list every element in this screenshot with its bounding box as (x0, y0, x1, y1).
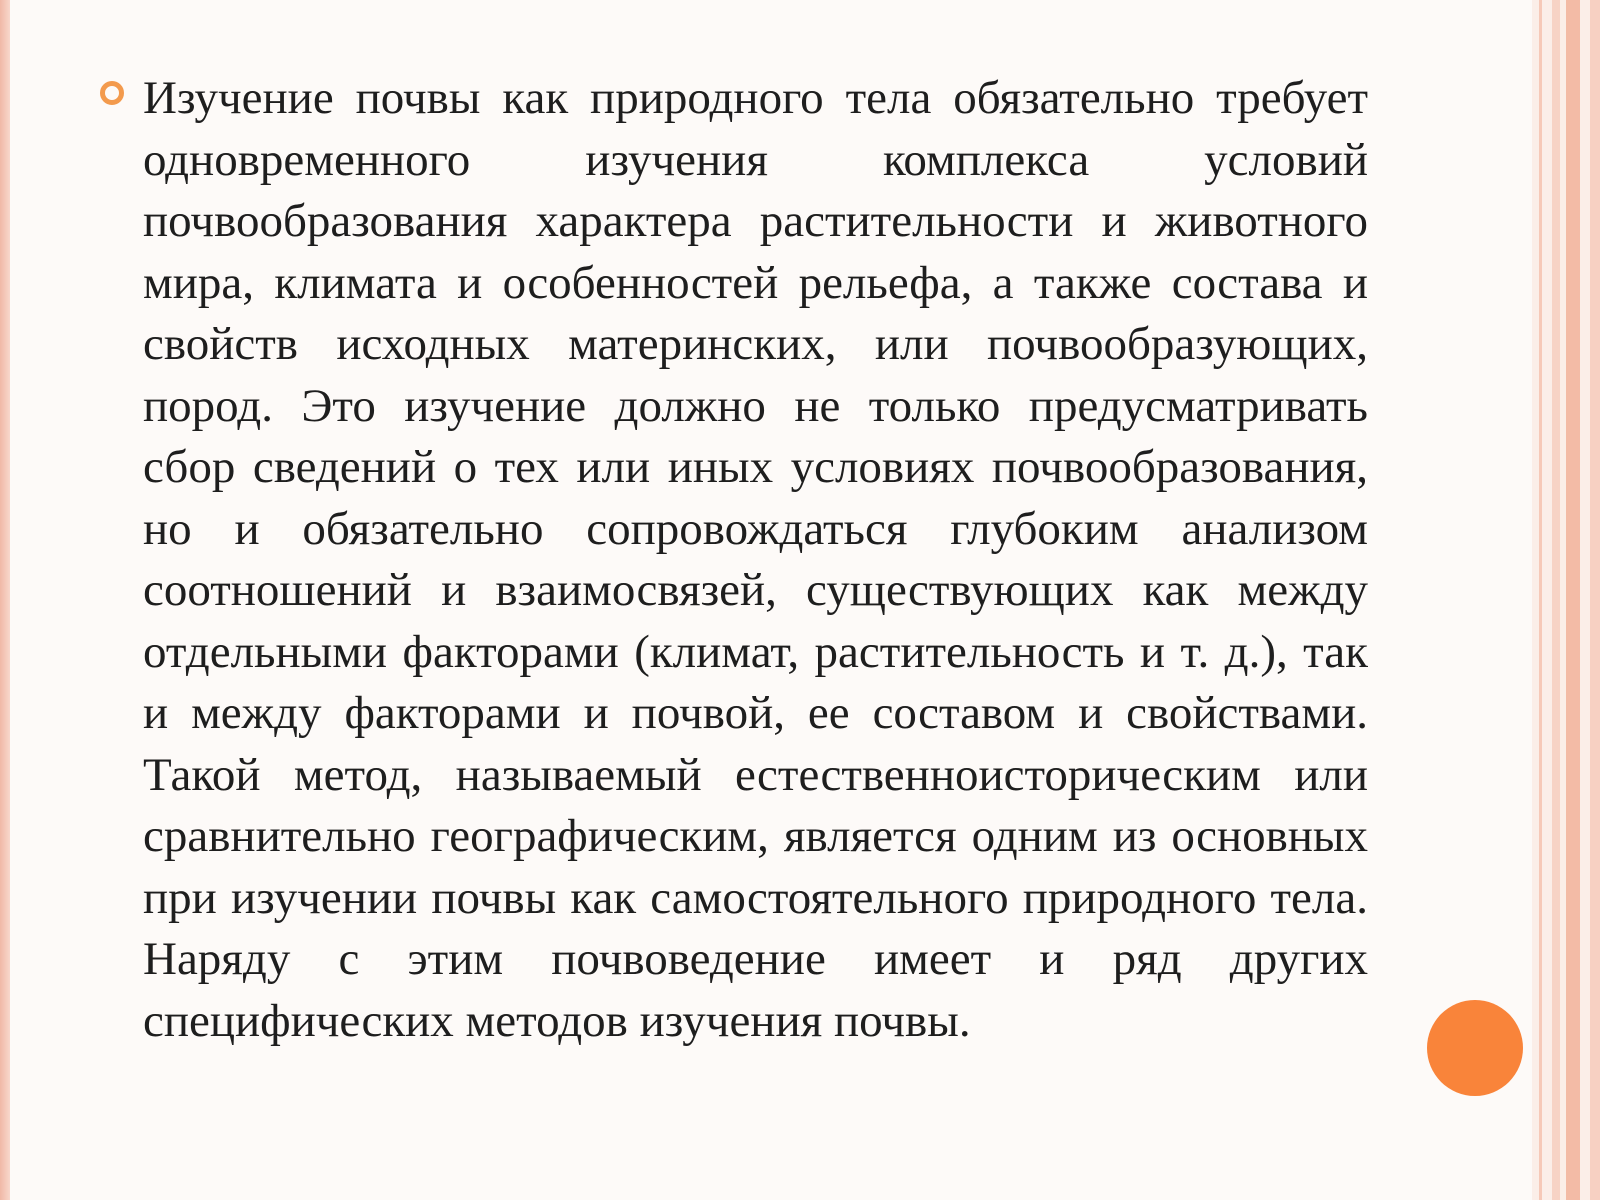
right-border-stripe (1552, 0, 1560, 1200)
slide-body-text: Изучение почвы как природного тела обязательно требует одновременного изучения комплекса условий почвообразования характера растительности и животного мира, климата и особенностей рельефа, а также состава и свойств исходных материнских, или почвообразующих, пород. Это изучение должно не только предусматривать сбор сведений о тех или иных условиях почвообразования, но и обязательно сопровождаться глубоким анализом соотношений и взаимосвязей, существующих как между отдельными факторами (климат, растительность и т. д.), так и между факторами и почвой, ее составом и свойствами. Такой метод, называемый естественноисторическим или сравнительно географическим, является одним из основных при изучении почвы как самостоятельного природного тела. Наряду с этим почвоведение имеет и ряд других специфических методов изучения почвы. (143, 72, 1368, 1047)
right-border-stripe (1539, 0, 1542, 1200)
left-border (0, 0, 10, 1200)
orange-circle-decoration (1427, 1000, 1523, 1096)
right-border-stripe (1590, 0, 1600, 1200)
ring-bullet-icon (100, 81, 124, 105)
right-border-panel (1532, 0, 1600, 1200)
right-border-stripe (1566, 0, 1580, 1200)
